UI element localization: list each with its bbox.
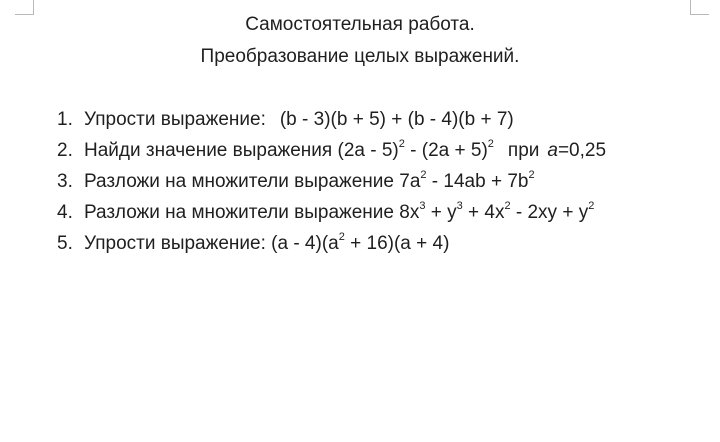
task-expression: (b - 3)(b + 5) + (b - 4)(b + 7)	[279, 109, 514, 130]
task-instruction: Упрости выражение:	[84, 109, 266, 130]
expression-part: + 16)(a + 4)	[344, 233, 450, 254]
exponent: 3	[419, 200, 426, 212]
expression-part: + y	[425, 202, 457, 223]
exponent: 2	[487, 138, 494, 150]
page-corner-mark-left	[15, 0, 34, 15]
task-instruction: Разложи на множители выражение	[84, 171, 394, 192]
task-number: 2.	[57, 140, 73, 161]
expression-part: - (2a + 5)	[404, 140, 488, 161]
exponent: 2	[338, 231, 345, 243]
task-3	[57, 168, 606, 199]
expression-part: - 2xy + y	[510, 202, 589, 223]
exponent: 2	[528, 169, 535, 181]
task-list	[57, 106, 606, 261]
document-title: Самостоятельная работа.	[245, 14, 475, 35]
expression-part: + 4x	[462, 202, 505, 223]
task-5	[57, 230, 606, 261]
document-subtitle: Преобразование целых выражений.	[200, 46, 520, 67]
expression-part: (a - 4)(a	[271, 233, 339, 254]
task-number: 4.	[57, 202, 73, 223]
condition-variable: a	[547, 140, 558, 161]
exponent: 2	[504, 200, 511, 212]
exponent: 3	[456, 200, 463, 212]
task-number: 5.	[57, 233, 73, 254]
condition-word: при	[507, 140, 540, 161]
task-instruction: Найди значение выражения	[84, 140, 333, 161]
task-2	[57, 137, 606, 168]
expression-part: 7a	[399, 171, 421, 192]
task-number: 3.	[57, 171, 73, 192]
page-corner-mark-right	[690, 0, 709, 15]
task-1	[57, 106, 606, 137]
exponent: 2	[588, 200, 595, 212]
exponent: 2	[398, 138, 405, 150]
expression-part: (2a - 5)	[337, 140, 399, 161]
task-number: 1.	[57, 109, 73, 130]
task-4	[57, 199, 606, 230]
expression-part: - 14ab + 7b	[426, 171, 529, 192]
task-instruction: Разложи на множители выражение	[84, 202, 394, 223]
expression-part: 8x	[399, 202, 420, 223]
exponent: 2	[420, 169, 427, 181]
condition-value: =0,25	[557, 140, 607, 161]
task-instruction: Упрости выражение:	[84, 233, 266, 254]
